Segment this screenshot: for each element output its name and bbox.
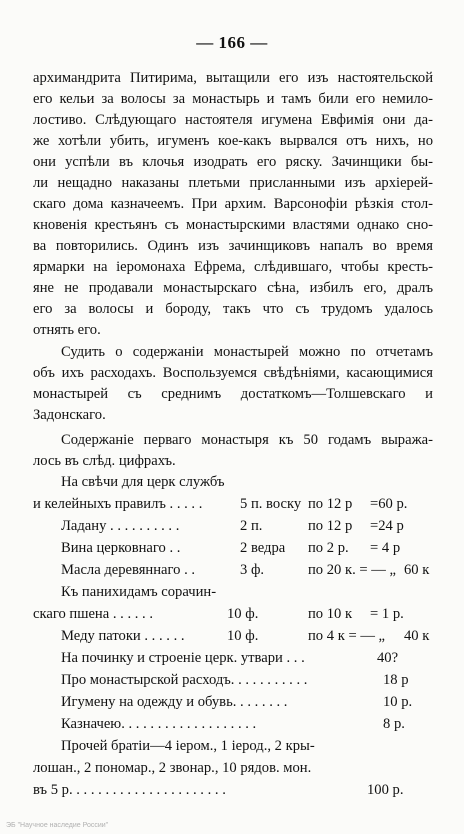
text-line: лось въ слѣд. цифрахъ. (33, 453, 176, 469)
text-line: лостиво. Слѣдующаго настоятеля игумена Евфимія они да- (33, 112, 433, 128)
expense-rate: по 4 к = — „ (308, 628, 386, 644)
expense-label: На починку и строеніе церк. утвари . . . (61, 650, 305, 666)
expense-row-millet (0, 606, 464, 627)
expense-label: въ 5 р. . . . . . . . . . . . . . . . . . . . . . (33, 782, 226, 798)
expense-row-brethren-2 (0, 760, 464, 781)
expense-rate: по 12 р (308, 518, 353, 534)
text-line: объ ихъ расходахъ. Воспользуемся свѣдѣніями, касающимися (33, 365, 433, 381)
text-line: они успѣли въ клочья изодрать его ряску. Зачинщики бы- (33, 154, 433, 170)
text-line: монастырей съ среднимъ достаткомъ—Толшевскаго и (33, 386, 433, 402)
paragraph-2 (33, 342, 433, 426)
expense-total: 8 р. (383, 716, 405, 732)
expense-label: Масла деревяннаго . . (61, 562, 196, 578)
expense-row-monastery (0, 672, 464, 693)
expense-total: =60 р. (370, 496, 408, 512)
expense-quantity: 2 п. (240, 518, 263, 534)
expense-rate: по 2 р. (308, 540, 349, 556)
paragraph-1 (33, 68, 433, 341)
expense-row-abbot (0, 694, 464, 715)
expense-row-repair (0, 650, 464, 671)
text-line: архимандрита Питирима, вытащили его изъ настоятельской (33, 70, 433, 86)
expense-total: 40? (377, 650, 399, 666)
expense-rate: по 20 к. = — „ (308, 562, 396, 578)
watermark: ЭБ "Научное наследие России" (6, 822, 109, 829)
paragraph-3 (33, 430, 433, 472)
text-line: отнять его. (33, 322, 101, 338)
expense-total: 100 р. (367, 782, 404, 798)
expense-row-brethren-3 (0, 782, 464, 803)
expense-quantity: 10 ф. (227, 628, 259, 644)
expense-quantity: 5 п. воску (240, 496, 302, 512)
expense-label: Вина церковнаго . . (61, 540, 181, 556)
expense-row-memorial-header (0, 584, 464, 605)
expense-total: = 4 р (370, 540, 401, 556)
expense-row-candles (0, 496, 464, 517)
expense-label: На свѣчи для церк службъ (61, 474, 225, 490)
expense-label: Прочей братіи—4 іером., 1 іерод., 2 кры- (61, 738, 315, 754)
text-line: Содержаніе перваго монастыря къ 50 годамъ выража- (61, 432, 433, 448)
expense-total: = 1 р. (370, 606, 404, 622)
expense-row-incense (0, 518, 464, 539)
text-line: Судить о содержаніи монастырей можно по отчетамъ (61, 344, 433, 360)
expense-label: Къ панихидамъ сорачин- (61, 584, 217, 600)
expense-label: и келейныхъ правилъ . . . . . (33, 496, 203, 512)
text-line: ли нещадно наказаны плетьми присланными изъ архіерей- (33, 175, 433, 191)
expense-label: лошан., 2 пономар., 2 звонар., 10 рядов. мон. (33, 760, 312, 776)
expense-quantity: 10 ф. (227, 606, 259, 622)
expense-rate: по 10 к (308, 606, 353, 622)
expense-row-oil (0, 562, 464, 583)
expense-label: скаго пшена . . . . . . (33, 606, 153, 622)
expense-label: Игумену на одежду и обувь. . . . . . . . (61, 694, 288, 710)
expense-total: =24 р (370, 518, 404, 534)
expense-row-brethren-1 (0, 738, 464, 759)
expense-total: 60 к (404, 562, 430, 578)
expense-row-honey (0, 628, 464, 649)
expense-row-treasurer (0, 716, 464, 737)
expense-total: 40 к (404, 628, 430, 644)
text-line: его кельи за волосы за монастырь и тамъ били его немило- (33, 91, 433, 107)
expense-rate: по 12 р (308, 496, 353, 512)
expense-total: 18 р (383, 672, 409, 688)
text-line: скаго дома казначеемъ. При архим. Варсонофіи рѣзкія стол- (33, 196, 433, 212)
expense-row-wine (0, 540, 464, 561)
text-line: же хотѣли убить, игуменъ кое-какъ вырвался отъ нихъ, но (33, 133, 433, 149)
text-line: ва повторились. Одинъ изъ зачинщиковъ напалъ во время (33, 238, 433, 254)
page-number: — 166 — (196, 33, 268, 52)
expense-label: Меду патоки . . . . . . (61, 628, 185, 644)
expense-row-candles-header (0, 474, 464, 495)
expense-quantity: 3 ф. (240, 562, 265, 578)
text-line: кновенія крестьянъ съ монастырскими властями однако сно- (33, 217, 433, 233)
expense-total: 10 р. (383, 694, 413, 710)
text-line: его за волосы и бороду, такъ что съ трудомъ удалось (33, 301, 433, 317)
expense-label: Казначею. . . . . . . . . . . . . . . . . . . (61, 716, 257, 732)
expense-label: Про монастырской расходъ. . . . . . . . . . . (61, 672, 308, 688)
text-line: яне не продавали монастырскаго сѣна, избилъ его, дралъ (33, 280, 433, 296)
expense-quantity: 2 ведра (240, 540, 286, 556)
text-line: ярмарки на іеромонаха Ефрема, слѣдившаго, чтобы кресть- (33, 259, 433, 275)
text-line: Задонскаго. (33, 407, 106, 423)
expense-label: Ладану . . . . . . . . . . (61, 518, 180, 534)
